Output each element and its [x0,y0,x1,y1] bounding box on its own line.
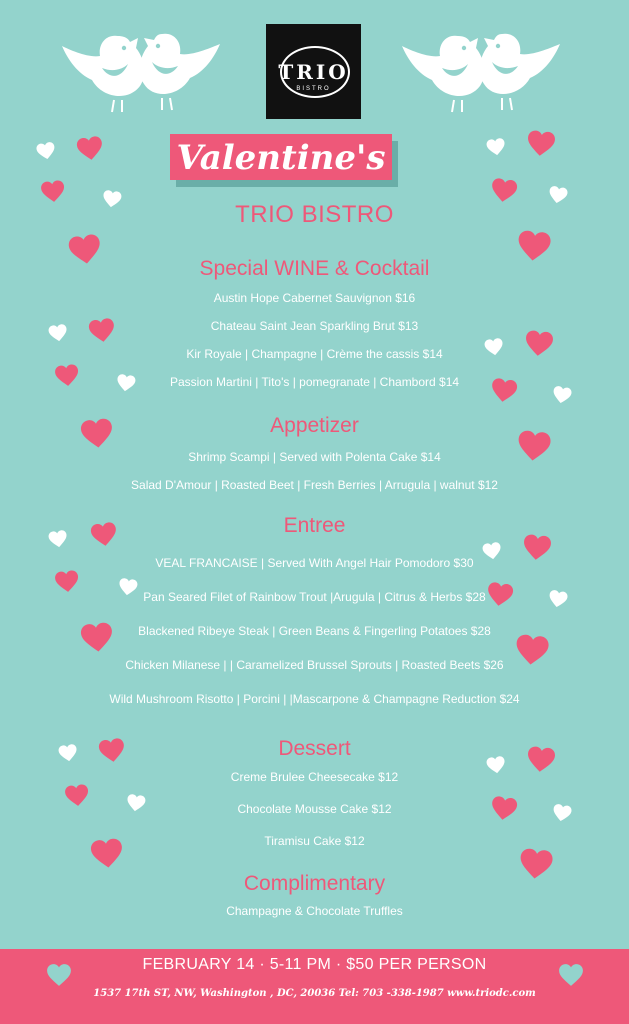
heart-icon [35,140,58,161]
heart-icon [57,743,79,764]
heart-icon [78,620,115,654]
menu-item: Austin Hope Cabernet Sauvignon $16 [213,291,416,305]
valentines-banner [170,134,392,180]
heart-icon [115,373,137,394]
heart-icon [551,384,574,405]
heart-icon [63,783,91,809]
heart-icon [523,329,556,359]
heart-icon [88,836,125,870]
menu-item: Salad D'Amour | Roasted Beet | Fresh Berries | Arrugula | walnut $12 [131,478,498,492]
heart-icon [47,529,69,550]
heart-icon [514,228,553,264]
heart-icon [47,323,69,344]
menu-item: Wild Mushroom Risotto | Porcini | |Mascarpone & Champagne Reduction $24 [109,692,520,706]
heart-icon [481,541,503,562]
birds-right-icon [398,28,566,114]
heart-icon [53,569,81,595]
heart-icon [125,793,147,814]
heart-icon [53,363,81,389]
menu-item: Shrimp Scampi | Served with Polenta Cake $14 [188,450,441,464]
logo-subtext: BISTRO [296,86,331,92]
heart-icon [485,137,507,158]
menu-item: Kir Royale | Champagne | Crème the cassis $14 [186,347,443,361]
trio-bistro-logo [266,24,361,119]
address-contact: 1537 17th ST, NW, Washington , DC, 20036 Tel: 703 -338-1987 www.triodc.com [93,988,536,999]
heart-icon [74,134,105,163]
heart-icon [101,189,123,210]
heart-icon [516,846,555,882]
heart-icon [86,316,117,345]
heart-icon [547,184,570,205]
menu-item: Blackened Ribeye Steak | Green Beans & Fingerling Potatoes $28 [138,624,491,638]
heart-icon [525,129,558,159]
section-title-wine-cocktail: Special WINE & Cocktail [199,257,430,280]
heart-icon [521,533,554,563]
menu-item: Chocolate Mousse Cake $12 [237,802,392,816]
menu-item: Creme Brulee Cheesecake $12 [230,770,399,784]
heart-icon [483,337,505,358]
heart-icon [525,745,558,775]
menu-item: Chicken Milanese | | Caramelized Brussel Sprouts | Roasted Beets $26 [125,658,504,672]
heart-icon [88,520,119,549]
heart-icon [484,580,515,609]
heart-icon [485,755,507,776]
event-details: FEBRUARY 14 · 5-11 PM · $50 PER PERSON [142,956,487,973]
heart-icon [514,428,553,464]
menu-item: Champagne & Chocolate Truffles [226,904,403,918]
heart-icon [547,588,570,609]
heart-icon [96,736,127,765]
footer-bar [0,949,629,1024]
birds-left-icon [58,28,226,114]
menu-item: VEAL FRANCAISE | Served With Angel Hair Pomodoro $30 [155,556,474,570]
menu-item: Pan Seared Filet of Rainbow Trout |Arugula | Citrus & Herbs $28 [143,590,486,604]
heart-icon [488,376,519,405]
heart-icon [488,176,519,205]
section-title-appetizer: Appetizer [270,414,359,437]
heart-icon [78,416,115,450]
heart-icon [66,232,104,267]
section-title-complimentary: Complimentary [243,872,386,895]
banner-text: Valentine's [176,138,386,178]
logo-text: TRIO [278,60,349,84]
heart-icon [551,802,574,823]
menu-item: Tiramisu Cake $12 [264,834,365,848]
section-title-entree: Entree [283,514,346,537]
heart-icon [39,179,67,205]
heart-icon [512,632,551,668]
section-title-dessert: Dessert [278,737,351,760]
menu-item: Passion Martini | Tito's | pomegranate | Chambord $14 [169,375,460,389]
restaurant-name: TRIO BISTRO [235,201,394,228]
menu-item: Chateau Saint Jean Sparkling Brut $13 [210,319,419,333]
heart-icon [117,577,139,598]
heart-icon [488,794,519,823]
